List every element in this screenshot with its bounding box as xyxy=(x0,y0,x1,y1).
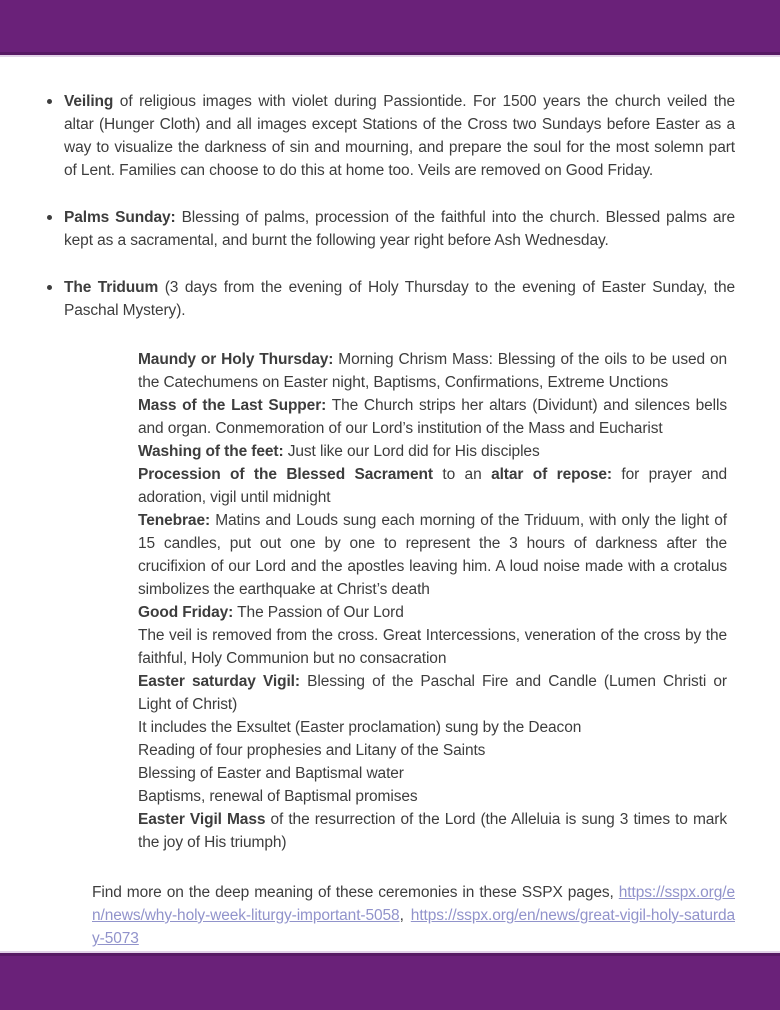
triduum-detail-line xyxy=(138,670,727,716)
triduum-detail-line xyxy=(138,739,727,762)
bottom-banner-edge-line xyxy=(0,953,780,956)
triduum-detail-line xyxy=(138,394,727,440)
triduum-detail-line xyxy=(138,785,727,808)
triduum-detail-text: Just like our Lord did for His disciples xyxy=(283,443,540,460)
link-great-vigil-holy-saturday[interactable]: https://sspx.org/en/news/great-vigil-holy-saturday-5073 xyxy=(92,907,735,947)
triduum-detail-line xyxy=(138,463,727,509)
triduum-detail-line xyxy=(138,808,727,854)
find-more-note xyxy=(92,881,735,950)
page-content xyxy=(0,55,780,950)
triduum-detail-line xyxy=(138,348,727,394)
bullet-item xyxy=(64,206,735,252)
triduum-detail-line xyxy=(138,624,727,670)
triduum-detail-text: It includes the Exsultet (Easter proclamation) sung by the Deacon xyxy=(138,719,582,736)
triduum-detail-text: Blessing of the Paschal Fire and Candle (Lumen Christi or Light of Christ) xyxy=(138,673,727,713)
triduum-detail-text: Reading of four prophesies and Litany of the Saints xyxy=(138,742,486,759)
link-why-holy-week-liturgy[interactable]: https://sspx.org/en/news/why-holy-week-liturgy-important-5058 xyxy=(92,884,735,924)
bullet-marker-icon xyxy=(47,215,52,220)
triduum-detail-text: for prayer and adoration, vigil until midnight xyxy=(138,466,728,506)
bullet-item-bold-text: Veiling xyxy=(64,93,114,110)
triduum-detail-bold-text: Procession of the Blessed Sacrament xyxy=(138,466,433,483)
triduum-detail-line xyxy=(138,716,727,739)
triduum-details-block xyxy=(138,348,727,854)
bottom-banner-trim-line xyxy=(0,951,780,953)
triduum-detail-text: of the resurrection of the Lord (the Alleluia is sung 3 times to mark the joy of His triumph) xyxy=(138,811,727,851)
triduum-detail-line xyxy=(138,601,727,624)
bullet-item-text: of religious images with violet during Passiontide. For 1500 years the church veiled the altar (Hunger Cloth) and all images except Stations of the Cross two Sundays before Easter as a way to visualize the darkness of sin and mourning, and prepare the soul for the most solemn part of Lent. Families can choose to do this at home too. Veils are removed on Good Friday. xyxy=(64,93,735,179)
triduum-detail-line xyxy=(138,509,727,601)
triduum-detail-text: The Church strips her altars (Dividunt) and silences bells and organ. Conmemoration of our Lord’s institution of the Mass and Eucharist xyxy=(138,397,728,437)
triduum-detail-line xyxy=(138,762,727,785)
find-more-note-text: Find more on the deep meaning of these ceremonies in these SSPX pages, xyxy=(92,884,619,901)
triduum-detail-text: The veil is removed from the cross. Great Intercessions, veneration of the cross by the faithful, Holy Communion but no consacration xyxy=(138,627,727,667)
triduum-detail-bold-text: Washing of the feet: xyxy=(138,443,284,460)
triduum-detail-bold-text: Easter Vigil Mass xyxy=(138,811,266,828)
triduum-detail-text: Baptisms, renewal of Baptismal promises xyxy=(138,788,418,805)
bullet-item xyxy=(64,90,735,182)
bullet-marker-icon xyxy=(47,285,52,290)
bullet-marker-icon xyxy=(47,99,52,104)
bullet-item-bold-text: Palms Sunday: xyxy=(64,209,176,226)
triduum-detail-bold-text: Tenebrae: xyxy=(138,512,211,529)
triduum-detail-text: Morning Chrism Mass: Blessing of the oils to be used on the Catechumens on Easter night, Baptisms, Confirmations, Extreme Unctions xyxy=(138,351,728,391)
triduum-detail-text: Matins and Louds sung each morning of the Triduum, with only the light of 15 candles, put out one by one to represent the 3 hours of darkness after the crucifixion of our Lord and the apostles leaving him. A loud noise made with a crotalus simbolizes the earthquake at Christ’s death xyxy=(138,512,727,598)
triduum-detail-bold-text: Maundy or Holy Thursday: xyxy=(138,351,334,368)
bottom-banner xyxy=(0,953,780,1010)
triduum-detail-line xyxy=(138,440,727,463)
bullet-item-text: (3 days from the evening of Holy Thursday to the evening of Easter Sunday, the Paschal Mystery). xyxy=(64,279,735,319)
bullet-list xyxy=(64,90,735,322)
find-more-note-text: , xyxy=(399,907,411,924)
triduum-detail-bold-text: Good Friday: xyxy=(138,604,234,621)
triduum-detail-bold-text: altar of repose: xyxy=(491,466,612,483)
top-banner xyxy=(0,0,780,55)
triduum-detail-text: The Passion of Our Lord xyxy=(233,604,404,621)
triduum-detail-text: to an xyxy=(432,466,492,483)
bullet-item-bold-text: The Triduum xyxy=(64,279,159,296)
triduum-detail-bold-text: Easter saturday Vigil: xyxy=(138,673,300,690)
triduum-detail-bold-text: Mass of the Last Supper: xyxy=(138,397,327,414)
bullet-item-text: Blessing of palms, procession of the faithful into the church. Blessed palms are kept as a sacramental, and burnt the following year right before Ash Wednesday. xyxy=(64,209,735,249)
triduum-detail-text: Blessing of Easter and Baptismal water xyxy=(138,765,404,782)
bullet-item xyxy=(64,276,735,322)
